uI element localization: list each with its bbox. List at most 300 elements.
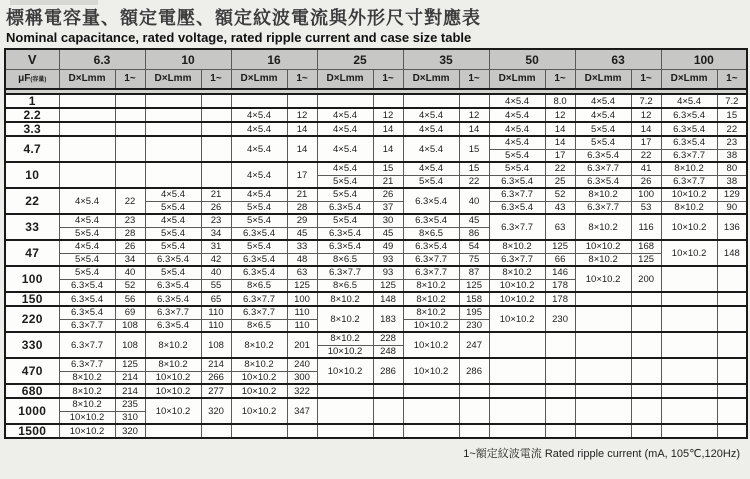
case-size-cell: 6.3×5.4 [231, 266, 287, 279]
ripple-current-cell: 183 [373, 306, 403, 332]
case-size-cell: 8×10.2 [317, 306, 373, 332]
case-size-cell: 10×10.2 [661, 188, 717, 201]
case-size-cell: 6.3×5.4 [403, 240, 459, 253]
case-size-cell: 6.3×5.4 [489, 175, 545, 188]
ripple-current-cell: 41 [631, 162, 661, 175]
ripple-current-cell [459, 94, 489, 108]
case-size-cell: 6.3×7.7 [661, 149, 717, 162]
case-size-cell: 10×10.2 [403, 332, 459, 358]
case-size-cell [575, 292, 631, 306]
ripple-current-cell: 146 [545, 266, 575, 279]
ripple-column-header: 1~ [201, 69, 231, 89]
ripple-current-cell [459, 424, 489, 438]
case-size-cell: 5×5.4 [231, 201, 287, 214]
voltage-header-6.3: 6.3 [59, 49, 145, 69]
size-column-header: D×Lmm [145, 69, 201, 89]
ripple-column-header: 1~ [373, 69, 403, 89]
case-size-cell: 8×10.2 [403, 306, 459, 319]
voltage-header-100: 100 [661, 49, 747, 69]
case-size-cell: 4×5.4 [59, 240, 115, 253]
case-size-cell [489, 332, 545, 358]
case-size-cell: 6.3×7.7 [231, 306, 287, 319]
ripple-current-cell: 55 [201, 279, 231, 292]
case-size-cell: 8×10.2 [575, 253, 631, 266]
case-size-cell: 5×5.4 [145, 240, 201, 253]
ripple-current-cell: 80 [717, 162, 747, 175]
case-size-cell: 5×5.4 [59, 253, 115, 266]
ripple-current-cell: 48 [287, 253, 317, 266]
ripple-current-cell: 31 [201, 240, 231, 253]
case-size-cell [575, 358, 631, 384]
ripple-current-cell: 52 [115, 279, 145, 292]
ripple-current-cell: 45 [287, 227, 317, 240]
case-size-cell: 6.3×7.7 [575, 162, 631, 175]
case-size-cell: 4×5.4 [231, 108, 287, 122]
case-size-cell: 6.3×7.7 [661, 175, 717, 188]
case-size-cell [661, 424, 717, 438]
case-size-cell: 10×10.2 [145, 384, 201, 398]
case-size-cell [575, 384, 631, 398]
ripple-current-cell: 49 [373, 240, 403, 253]
ripple-current-cell [545, 358, 575, 384]
ripple-current-cell: 110 [287, 306, 317, 319]
ripple-current-cell: 45 [373, 227, 403, 240]
case-size-cell [661, 398, 717, 424]
ripple-current-cell: 43 [545, 201, 575, 214]
case-size-cell: 5×5.4 [575, 136, 631, 149]
case-size-cell [59, 136, 115, 162]
ripple-current-cell [373, 384, 403, 398]
ripple-current-cell: 86 [459, 227, 489, 240]
ripple-current-cell: 125 [115, 358, 145, 371]
case-size-cell: 6.3×7.7 [489, 188, 545, 201]
case-size-cell [317, 424, 373, 438]
case-size-cell: 4×5.4 [59, 214, 115, 227]
cap-value-cell: 150 [5, 292, 59, 306]
ripple-current-cell [717, 398, 747, 424]
case-size-cell: 6.3×5.4 [231, 227, 287, 240]
ripple-current-cell: 148 [373, 292, 403, 306]
ripple-current-cell: 320 [115, 424, 145, 438]
ripple-current-cell: 30 [373, 214, 403, 227]
ripple-current-cell: 87 [459, 266, 489, 279]
ripple-current-cell: 310 [115, 411, 145, 424]
ripple-current-cell: 228 [373, 332, 403, 345]
footer-note: 1~額定紋波電流 Rated ripple current (mA, 105℃,120Hz) [463, 448, 740, 461]
ripple-current-cell: 26 [631, 175, 661, 188]
case-size-cell: 5×5.4 [317, 188, 373, 201]
ripple-current-cell [201, 136, 231, 162]
ripple-current-cell: 277 [201, 384, 231, 398]
case-size-cell [489, 358, 545, 384]
case-size-cell: 4×5.4 [317, 108, 373, 122]
ripple-current-cell: 14 [287, 136, 317, 162]
ripple-current-cell: 201 [287, 332, 317, 358]
case-size-cell: 5×5.4 [59, 266, 115, 279]
ripple-current-cell: 54 [459, 240, 489, 253]
ripple-current-cell: 214 [115, 384, 145, 398]
case-size-cell: 8×10.2 [575, 188, 631, 201]
case-size-cell: 4×5.4 [489, 122, 545, 136]
ripple-current-cell: 29 [287, 214, 317, 227]
case-size-cell: 4×5.4 [489, 108, 545, 122]
ripple-current-cell [717, 306, 747, 332]
ripple-current-cell: 14 [373, 122, 403, 136]
case-size-cell [575, 398, 631, 424]
case-size-cell: 4×5.4 [231, 122, 287, 136]
ripple-current-cell: 15 [459, 162, 489, 175]
ripple-current-cell: 25 [545, 175, 575, 188]
case-size-cell: 6.3×5.4 [403, 214, 459, 227]
case-size-cell: 10×10.2 [403, 319, 459, 332]
case-size-cell: 4×5.4 [231, 162, 287, 188]
case-size-cell: 6.3×5.4 [317, 227, 373, 240]
case-size-cell: 4×5.4 [489, 136, 545, 149]
cap-value-cell: 3.3 [5, 122, 59, 136]
ripple-current-cell: 63 [545, 214, 575, 240]
case-size-cell [145, 108, 201, 122]
ripple-current-cell: 75 [459, 253, 489, 266]
ripple-current-cell: 129 [717, 188, 747, 201]
ripple-current-cell [201, 122, 231, 136]
ripple-current-cell: 33 [287, 240, 317, 253]
case-size-cell: 4×5.4 [403, 162, 459, 175]
case-size-cell: 5×5.4 [145, 227, 201, 240]
voltage-header-10: 10 [145, 49, 231, 69]
cap-value-cell: 1500 [5, 424, 59, 438]
case-size-cell: 10×10.2 [231, 371, 287, 384]
case-size-cell: 5×5.4 [59, 227, 115, 240]
ripple-current-cell: 40 [459, 188, 489, 214]
ripple-current-cell: 110 [287, 319, 317, 332]
ripple-current-cell: 53 [631, 201, 661, 214]
ripple-current-cell [631, 292, 661, 306]
case-size-cell: 6.3×5.4 [661, 136, 717, 149]
case-size-cell [59, 94, 115, 108]
ripple-column-header: 1~ [717, 69, 747, 89]
case-size-cell: 4×5.4 [231, 188, 287, 201]
ripple-current-cell: 125 [459, 279, 489, 292]
ripple-current-cell: 28 [287, 201, 317, 214]
case-size-cell: 6.3×5.4 [489, 201, 545, 214]
ripple-current-cell: 21 [373, 175, 403, 188]
corner-voltage-label: V [5, 49, 59, 69]
case-size-cell: 10×10.2 [145, 371, 201, 384]
ripple-current-cell [631, 332, 661, 358]
ripple-current-cell: 286 [459, 358, 489, 384]
case-size-cell: 6.3×7.7 [489, 214, 545, 240]
cap-value-cell: 4.7 [5, 136, 59, 162]
capacitor-table [4, 48, 748, 439]
ripple-current-cell: 34 [115, 253, 145, 266]
size-column-header: D×Lmm [59, 69, 115, 89]
ripple-current-cell: 100 [287, 292, 317, 306]
ripple-current-cell: 23 [717, 136, 747, 149]
case-size-cell: 8×10.2 [317, 292, 373, 306]
case-size-cell [489, 424, 545, 438]
case-size-cell: 6.3×5.4 [145, 292, 201, 306]
ripple-current-cell: 23 [115, 214, 145, 227]
case-size-cell: 6.3×5.4 [59, 279, 115, 292]
ripple-current-cell [717, 292, 747, 306]
ripple-current-cell: 14 [545, 136, 575, 149]
ripple-current-cell: 65 [201, 292, 231, 306]
ripple-current-cell [717, 266, 747, 292]
case-size-cell: 4×5.4 [145, 214, 201, 227]
case-size-cell: 6.3×5.4 [317, 201, 373, 214]
size-column-header: D×Lmm [575, 69, 631, 89]
voltage-header-35: 35 [403, 49, 489, 69]
case-size-cell: 8×10.2 [489, 266, 545, 279]
ripple-current-cell: 90 [717, 201, 747, 214]
ripple-current-cell [373, 424, 403, 438]
case-size-cell: 5×5.4 [317, 175, 373, 188]
case-size-cell: 4×5.4 [575, 108, 631, 122]
case-size-cell: 6.3×7.7 [59, 358, 115, 371]
voltage-header-50: 50 [489, 49, 575, 69]
case-size-cell: 6.3×5.4 [661, 122, 717, 136]
case-size-cell: 8×6.5 [317, 279, 373, 292]
cap-value-cell: 47 [5, 240, 59, 266]
case-size-cell: 4×5.4 [575, 94, 631, 108]
case-size-cell: 6.3×5.4 [317, 240, 373, 253]
case-size-cell [145, 162, 201, 188]
ripple-current-cell: 136 [717, 214, 747, 240]
case-size-cell: 10×10.2 [231, 384, 287, 398]
ripple-current-cell: 108 [115, 319, 145, 332]
ripple-current-cell [545, 384, 575, 398]
case-size-cell: 10×10.2 [661, 214, 717, 240]
ripple-current-cell [631, 384, 661, 398]
case-size-cell: 8×10.2 [145, 358, 201, 371]
ripple-column-header: 1~ [459, 69, 489, 89]
ripple-current-cell: 23 [201, 214, 231, 227]
ripple-current-cell [631, 424, 661, 438]
ripple-current-cell [717, 358, 747, 384]
ripple-current-cell [373, 94, 403, 108]
ripple-current-cell: 15 [373, 162, 403, 175]
case-size-cell [575, 332, 631, 358]
ripple-current-cell: 17 [287, 162, 317, 188]
ripple-current-cell: 66 [545, 253, 575, 266]
case-size-cell [403, 384, 459, 398]
case-size-cell: 6.3×5.4 [145, 319, 201, 332]
ripple-current-cell: 22 [545, 162, 575, 175]
ripple-current-cell: 108 [115, 332, 145, 358]
case-size-cell: 4×5.4 [317, 136, 373, 162]
ripple-current-cell: 12 [631, 108, 661, 122]
case-size-cell: 8×10.2 [59, 398, 115, 411]
case-size-cell: 4×5.4 [489, 94, 545, 108]
case-size-cell: 4×5.4 [317, 162, 373, 175]
ripple-current-cell: 42 [201, 253, 231, 266]
ripple-current-cell: 300 [287, 371, 317, 384]
ripple-current-cell: 230 [459, 319, 489, 332]
case-size-cell: 4×5.4 [403, 136, 459, 162]
ripple-current-cell: 125 [287, 279, 317, 292]
ripple-current-cell [201, 162, 231, 188]
case-size-cell: 8×10.2 [59, 371, 115, 384]
ripple-current-cell [545, 332, 575, 358]
ripple-column-header: 1~ [115, 69, 145, 89]
ripple-current-cell: 110 [201, 306, 231, 319]
ripple-current-cell: 45 [459, 214, 489, 227]
case-size-cell: 5×5.4 [231, 240, 287, 253]
ripple-current-cell [201, 94, 231, 108]
size-column-header: D×Lmm [661, 69, 717, 89]
ripple-current-cell: 110 [201, 319, 231, 332]
ripple-current-cell: 26 [201, 201, 231, 214]
ripple-current-cell: 322 [287, 384, 317, 398]
case-size-cell: 6.3×5.4 [403, 188, 459, 214]
page-title-zh: 標稱電容量、額定電壓、額定紋波電流與外形尺寸對應表 [6, 8, 481, 28]
ripple-current-cell [459, 384, 489, 398]
ripple-current-cell [115, 162, 145, 188]
ripple-current-cell: 214 [201, 358, 231, 371]
ripple-current-cell: 17 [545, 149, 575, 162]
ripple-current-cell [373, 398, 403, 424]
cap-value-cell: 100 [5, 266, 59, 292]
ripple-current-cell [631, 306, 661, 332]
ripple-current-cell: 93 [373, 266, 403, 279]
case-size-cell: 6.3×5.4 [661, 108, 717, 122]
ripple-current-cell: 12 [459, 108, 489, 122]
case-size-cell [489, 398, 545, 424]
ripple-current-cell: 38 [717, 175, 747, 188]
ripple-current-cell: 178 [545, 292, 575, 306]
case-size-cell: 6.3×5.4 [145, 279, 201, 292]
ripple-current-cell: 14 [459, 122, 489, 136]
case-size-cell: 6.3×7.7 [575, 201, 631, 214]
cap-value-cell: 680 [5, 384, 59, 398]
case-size-cell: 10×10.2 [403, 358, 459, 384]
case-size-cell [145, 424, 201, 438]
case-size-cell: 6.3×7.7 [403, 266, 459, 279]
case-size-cell: 4×5.4 [145, 188, 201, 201]
ripple-current-cell: 116 [631, 214, 661, 240]
size-column-header: D×Lmm [231, 69, 287, 89]
ripple-current-cell: 28 [115, 227, 145, 240]
voltage-header-63: 63 [575, 49, 661, 69]
case-size-cell [403, 398, 459, 424]
case-size-cell: 4×5.4 [661, 94, 717, 108]
case-size-cell [145, 94, 201, 108]
ripple-current-cell: 22 [459, 175, 489, 188]
ripple-current-cell: 248 [373, 345, 403, 358]
case-size-cell: 6.3×5.4 [575, 149, 631, 162]
case-size-cell: 8×6.5 [317, 253, 373, 266]
ripple-current-cell [201, 108, 231, 122]
voltage-header-16: 16 [231, 49, 317, 69]
ripple-current-cell: 7.2 [631, 94, 661, 108]
cap-value-cell: 10 [5, 162, 59, 188]
ripple-current-cell: 148 [717, 240, 747, 266]
case-size-cell: 5×5.4 [317, 214, 373, 227]
case-size-cell [575, 424, 631, 438]
case-size-cell: 6.3×5.4 [59, 292, 115, 306]
ripple-current-cell: 230 [545, 306, 575, 332]
ripple-current-cell [115, 108, 145, 122]
ripple-current-cell [717, 384, 747, 398]
capacitance-unit-subscript: (容量) [30, 77, 47, 84]
case-size-cell: 4×5.4 [317, 122, 373, 136]
ripple-current-cell: 15 [717, 108, 747, 122]
ripple-current-cell: 200 [631, 266, 661, 292]
ripple-current-cell: 38 [717, 149, 747, 162]
case-size-cell: 10×10.2 [231, 398, 287, 424]
ripple-current-cell [201, 424, 231, 438]
ripple-current-cell: 168 [631, 240, 661, 253]
case-size-cell [145, 136, 201, 162]
case-size-cell: 6.3×7.7 [317, 266, 373, 279]
case-size-cell [317, 94, 373, 108]
ripple-current-cell: 40 [115, 266, 145, 279]
ripple-current-cell: 125 [373, 279, 403, 292]
case-size-cell: 5×5.4 [575, 122, 631, 136]
ripple-current-cell: 63 [287, 266, 317, 279]
case-size-cell: 5×5.4 [231, 214, 287, 227]
cap-value-cell: 33 [5, 214, 59, 240]
case-size-cell: 6.3×5.4 [231, 253, 287, 266]
case-size-cell: 8×10.2 [403, 279, 459, 292]
ripple-current-cell [545, 424, 575, 438]
case-size-cell: 8×10.2 [231, 358, 287, 371]
case-size-cell: 6.3×7.7 [403, 253, 459, 266]
case-size-cell [489, 384, 545, 398]
case-size-cell: 10×10.2 [661, 240, 717, 266]
ripple-current-cell: 12 [373, 108, 403, 122]
ripple-current-cell [545, 398, 575, 424]
case-size-cell: 10×10.2 [575, 240, 631, 253]
ripple-current-cell [287, 424, 317, 438]
case-size-cell [59, 108, 115, 122]
case-size-cell [59, 162, 115, 188]
ripple-current-cell: 240 [287, 358, 317, 371]
ripple-current-cell: 12 [545, 108, 575, 122]
case-size-cell [317, 384, 373, 398]
ripple-current-cell: 100 [631, 188, 661, 201]
ripple-current-cell: 52 [545, 188, 575, 201]
case-size-cell [661, 358, 717, 384]
ripple-current-cell: 125 [545, 240, 575, 253]
case-size-cell: 10×10.2 [489, 306, 545, 332]
ripple-current-cell: 286 [373, 358, 403, 384]
case-size-cell: 6.3×7.7 [59, 332, 115, 358]
case-size-cell: 6.3×7.7 [145, 306, 201, 319]
case-size-cell [661, 332, 717, 358]
page-header [0, 0, 750, 45]
page-title-en: Nominal capacitance, rated voltage, rated ripple current and case size table [6, 29, 472, 45]
ripple-current-cell: 26 [373, 188, 403, 201]
ripple-current-cell: 235 [115, 398, 145, 411]
case-size-cell: 6.3×5.4 [575, 175, 631, 188]
case-size-cell: 5×5.4 [145, 201, 201, 214]
case-size-cell: 10×10.2 [489, 292, 545, 306]
ripple-current-cell: 21 [287, 188, 317, 201]
case-size-cell [231, 94, 287, 108]
case-size-cell: 8×10.2 [661, 162, 717, 175]
case-size-cell: 8×6.5 [231, 319, 287, 332]
case-size-cell [59, 122, 115, 136]
size-column-header: D×Lmm [403, 69, 459, 89]
case-size-cell: 5×5.4 [489, 149, 545, 162]
voltage-header-25: 25 [317, 49, 403, 69]
ripple-current-cell: 37 [373, 201, 403, 214]
case-size-cell: 4×5.4 [403, 108, 459, 122]
ripple-current-cell: 214 [115, 371, 145, 384]
case-size-cell [575, 306, 631, 332]
ripple-current-cell: 266 [201, 371, 231, 384]
